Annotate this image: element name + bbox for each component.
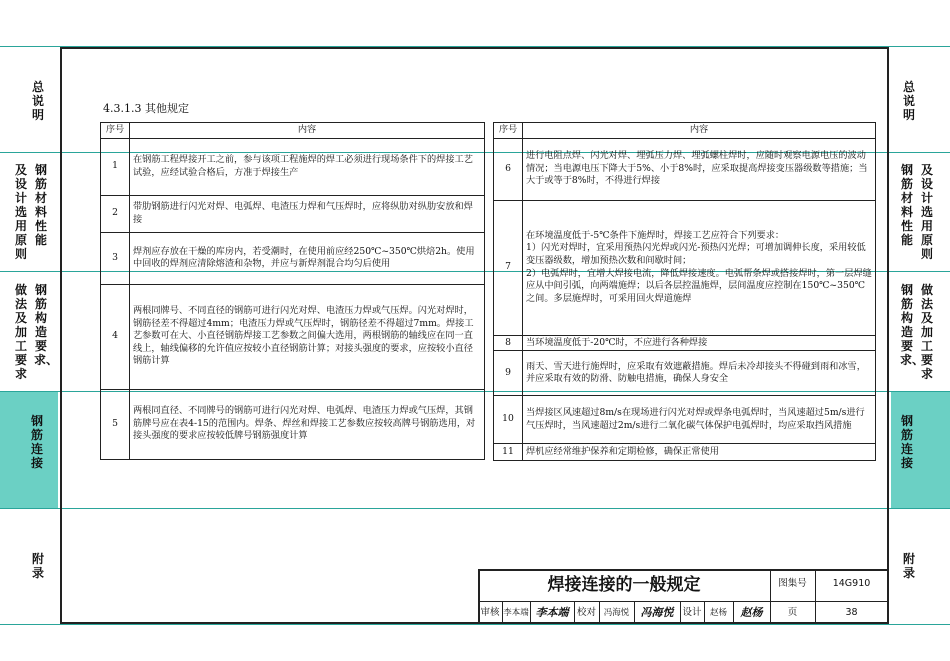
table-row: 9 雨天、雪天进行施焊时，应采取有效遮蔽措施。焊后未冷却接头不得碰到雨和冰雪，并应采取有效的防滑、防触电措施，确保人身安全 — [494, 351, 876, 396]
side-tab-label: 钢筋构造要求、 — [34, 283, 59, 367]
left-rules-table — [100, 122, 485, 460]
drawing-title: 焊接连接的一般规定 — [547, 575, 701, 595]
side-tab-label: 做法及加工要求 — [920, 283, 933, 381]
header-content: 内容 — [130, 123, 485, 139]
checker-signature: 冯海悦 — [640, 606, 674, 619]
side-tab-label: 附录 — [902, 552, 915, 580]
header-content: 内容 — [523, 123, 876, 139]
row7-item: 2）电弧焊时，宜增大焊接电流，降低焊接速度。电弧帮条焊或搭接焊时，第一层焊缝应从中间引弧，向两端施焊；以后各层控温施焊，层间温度应控制在150℃~350℃之间。多层施焊时，可采用回火焊道施焊 — [526, 267, 872, 304]
side-tab-general-right[interactable] — [901, 80, 917, 140]
reviewer-name: 李本端 — [503, 608, 529, 618]
reviewer-signature: 李本端 — [535, 606, 569, 619]
side-tab-label: 总说明 — [31, 80, 44, 122]
designer-signature: 赵杨 — [740, 606, 763, 619]
side-tab-detailing-left[interactable] — [12, 283, 59, 388]
table-row: 1 在钢筋工程焊接开工之前，参与该项工程施焊的焊工必须进行现场条件下的焊接工艺试验，应经试验合格后，方准于焊接生产 — [101, 138, 485, 195]
side-tab-label: 及设计选用原则 — [14, 163, 27, 261]
right-rules-table — [493, 122, 876, 461]
side-tab-appendix-right[interactable] — [901, 552, 917, 592]
table-row: 4 两根同牌号、不同直径的钢筋可进行闪光对焊、电渣压力焊或气压焊。闪光对焊时，钢筋径差不得超过4mm；电渣压力焊或气压焊时，钢筋径差不得超过7mm。焊接工艺参数可在大、小直径钢筋焊接工艺参数之间偏大选用，两根钢筋的轴线应在同一直线上，轴线偏移的允许值应按较小直径钢筋计算；对接头强度的要求，应按较小直径钢筋计算 — [101, 284, 485, 389]
side-tab-detailing-right[interactable] — [900, 283, 936, 388]
side-tab-label: 钢筋连接 — [900, 414, 913, 470]
design-label: 设计 — [682, 607, 702, 618]
checker-name: 冯海悦 — [603, 608, 630, 618]
side-tab-label: 及设计选用原则 — [920, 163, 933, 261]
header-no: 序号 — [101, 123, 130, 139]
row7-intro: 在环境温度低于-5℃条件下施焊时，焊接工艺应符合下列要求： — [526, 229, 785, 241]
side-tab-label: 附录 — [31, 552, 44, 580]
side-tab-label: 总说明 — [902, 80, 915, 122]
side-tab-materials-right[interactable] — [900, 163, 936, 268]
header-no: 序号 — [494, 123, 523, 139]
side-tab-appendix-left[interactable] — [30, 552, 46, 592]
side-tab-connection-right[interactable] — [891, 392, 950, 508]
table-row: 3 焊剂应存放在干燥的库房内，若受潮时，在使用前应经250℃~350℃烘焙2h。使用中回收的焊剂应清除熔渣和杂物，并应与新焊剂混合均匀后使用 — [101, 232, 485, 284]
check-label: 校对 — [576, 607, 596, 618]
section-title: 4.3.1.3 其他规定 — [103, 102, 189, 115]
side-tab-label: 钢筋连接 — [30, 414, 43, 470]
table-row: 6 进行电阻点焊、闪光对焊、埋弧压力焊、埋弧螺柱焊时，应随时观察电源电压的波动情况；当电源电压下降大于5%、小于8%时，应采取提高焊接变压器级数等措施；当大于或等于8%时，不得进行焊接 — [494, 138, 876, 200]
atlas-number: 14G910 — [832, 578, 871, 589]
review-label: 审核 — [480, 607, 500, 618]
page-number: 38 — [845, 607, 858, 618]
designer-name: 赵杨 — [709, 608, 727, 618]
side-tab-materials-left[interactable] — [12, 163, 48, 268]
table-row: 7 在环境温度低于-5℃条件下施焊时，焊接工艺应符合下列要求： 1）闪光对焊时，宜采用预热闪光焊或闪光-预热闪光焊；可增加调伸长度，采用较低变压器级数，增加预热次数和间歇时间； 2）电弧焊时，宜增大焊接电流，降低焊接速度。电弧帮条焊或搭接焊时，第一层焊缝应从中间引弧，向两端施焊；以后各层控温施焊，层间温度应控制在150℃~350℃之间。多层施焊时，可采用回火焊道施焊 — [494, 200, 876, 335]
table-row: 8 当环境温度低于-20℃时，不应进行各种焊接 — [494, 335, 876, 351]
page-label: 页 — [787, 607, 798, 618]
table-row: 5 两根同直径、不同牌号的钢筋可进行闪光对焊、电弧焊、电渣压力焊或气压焊，其钢筋牌号应在表4-15的范围内。焊条、焊丝和焊接工艺参数应按较高牌号钢筋选用，对接头强度的要求应按较低牌号钢筋强度计算 — [101, 389, 485, 459]
side-tab-label: 做法及加工要求 — [14, 283, 27, 381]
table-row: 11 焊机应经常维护保养和定期检修，确保正常使用 — [494, 444, 876, 461]
side-tab-connection-left[interactable] — [0, 392, 58, 508]
side-tab-label: 钢筋材料性能 — [34, 163, 47, 247]
table-row: 2 带肋钢筋进行闪光对焊、电弧焊、电渣压力焊和气压焊时，应将纵肋对纵肋安放和焊接 — [101, 195, 485, 232]
side-tab-label: 钢筋构造要求、 — [900, 283, 925, 367]
side-tab-label: 钢筋材料性能 — [900, 163, 913, 247]
row7-item: 1）闪光对焊时，宜采用预热闪光焊或闪光-预热闪光焊；可增加调伸长度，采用较低变压器级数，增加预热次数和间歇时间； — [526, 242, 866, 266]
table-row: 10 当焊接区风速超过8m/s在现场进行闪光对焊或焊条电弧焊时，当风速超过5m/s进行气压焊时，当风速超过2m/s进行二氧化碳气体保护电弧焊时，均应采取挡风措施 — [494, 396, 876, 444]
atlas-number-label: 图集号 — [778, 578, 807, 589]
side-tab-general-left[interactable] — [30, 80, 46, 140]
